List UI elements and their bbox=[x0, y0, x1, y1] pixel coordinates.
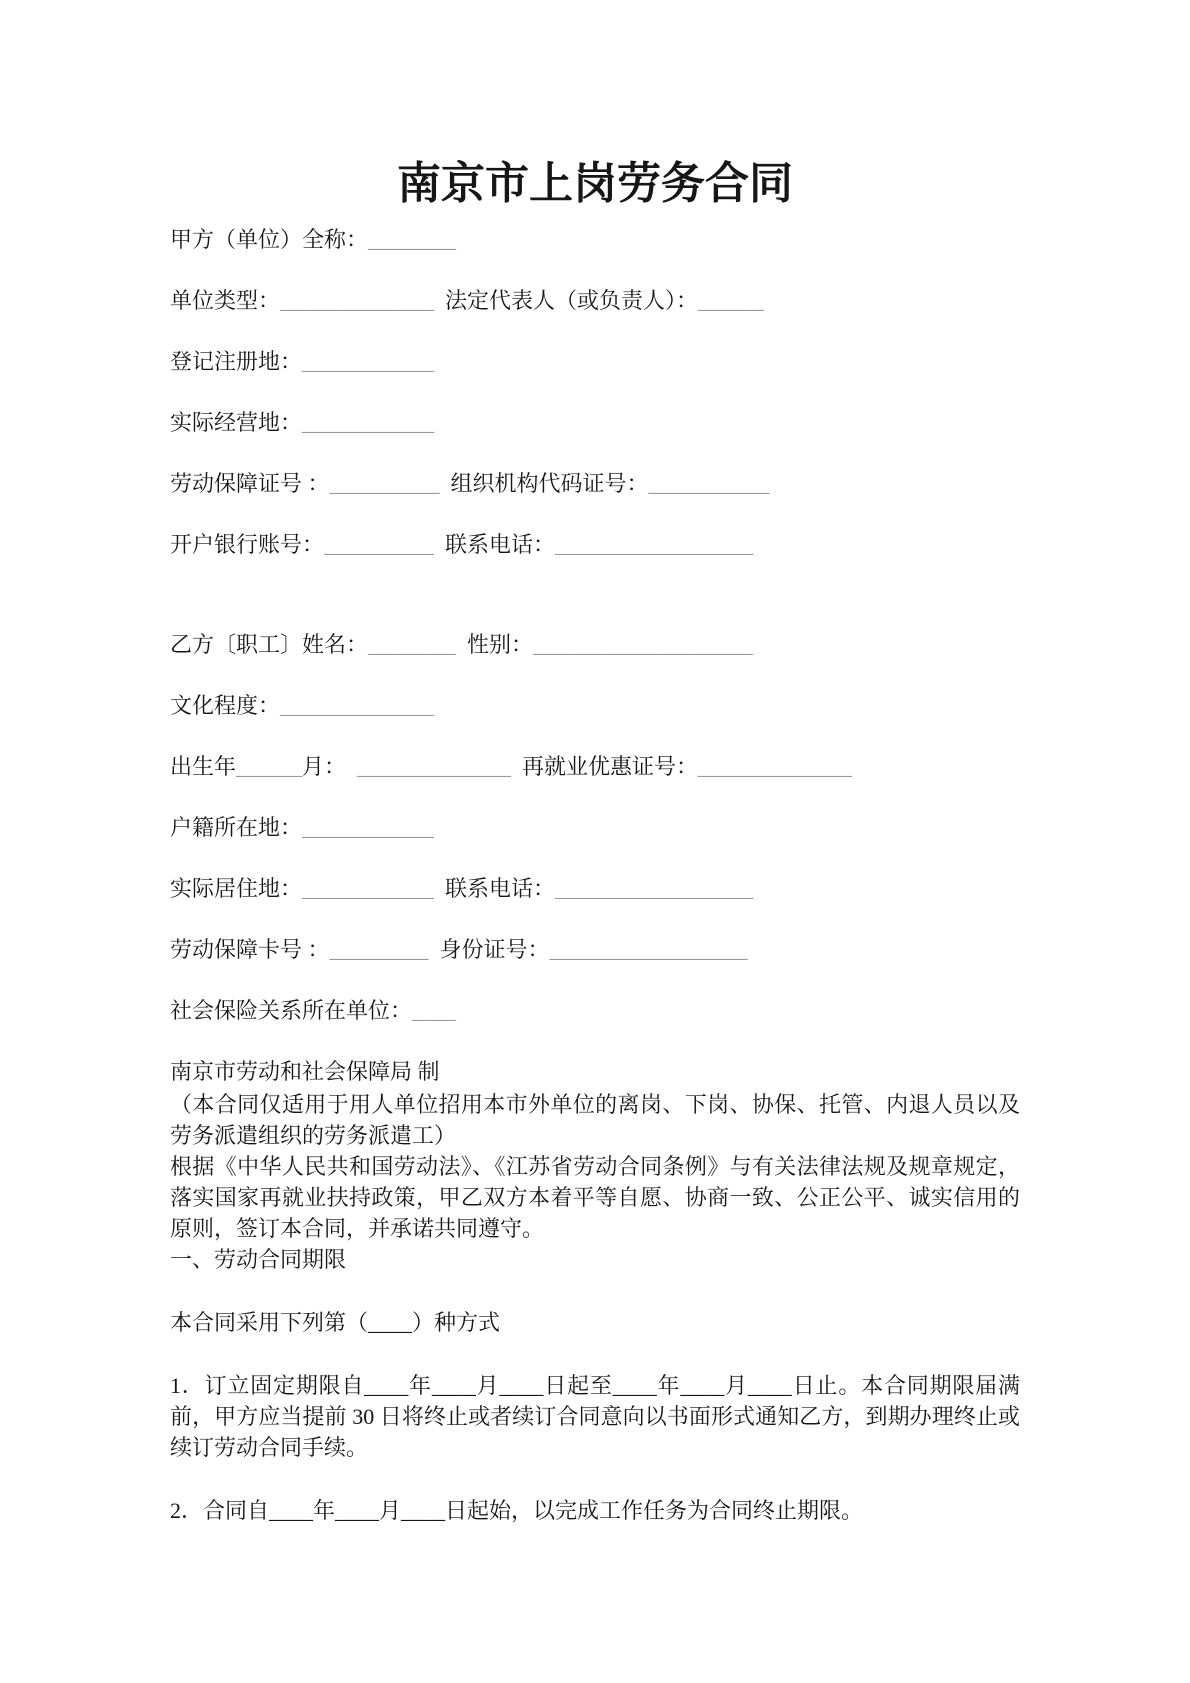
blank-field: ______________ bbox=[280, 693, 435, 718]
party-b-section bbox=[170, 629, 1020, 1026]
blank-field: ________ bbox=[368, 227, 457, 252]
field-label: 乙方〔职工〕姓名： bbox=[170, 632, 369, 657]
blank-field: ____________ bbox=[302, 876, 435, 901]
clause-term-2: 2．合同自____年____月____日起始，以完成工作任务为合同终止期限。 bbox=[170, 1498, 864, 1523]
blank-field: ________ bbox=[368, 632, 457, 657]
blank-field: ____________ bbox=[302, 349, 435, 374]
document-title: 南京市上岗劳务合同 bbox=[397, 159, 793, 208]
clause-term-method: 本合同采用下列第（____）种方式 bbox=[170, 1310, 501, 1335]
blank-field: ____ bbox=[412, 998, 457, 1023]
blank-field: ______________ bbox=[698, 754, 853, 779]
blank-field: __________________ bbox=[549, 937, 748, 962]
form-line bbox=[170, 812, 1020, 843]
blank-field: ______________ bbox=[357, 754, 512, 779]
field-label: 联系电话： bbox=[434, 876, 556, 901]
field-label: 劳动保障证号 ： bbox=[170, 471, 330, 496]
field-label: 劳动保障卡号 ： bbox=[170, 937, 330, 962]
form-line bbox=[170, 934, 1020, 965]
field-label: 组织机构代码证号： bbox=[439, 471, 649, 496]
contract-body-paragraphs bbox=[170, 1089, 1020, 1526]
field-label: 实际经营地： bbox=[170, 410, 303, 435]
blank-field: __________________ bbox=[555, 876, 754, 901]
issuer-line: 南京市劳动和社会保障局 制 bbox=[170, 1059, 440, 1084]
blank-field: ____________ bbox=[302, 815, 435, 840]
blank-field: _________ bbox=[329, 937, 429, 962]
form-line bbox=[170, 407, 1020, 438]
field-label: 社会保险关系所在单位： bbox=[170, 998, 413, 1023]
blank-field: __________ bbox=[324, 532, 435, 557]
blank-field: ______________ bbox=[280, 288, 435, 313]
field-label: 月： bbox=[302, 754, 358, 779]
blank-field: ___________ bbox=[648, 471, 770, 496]
clause-term-1: 1．订立固定期限自____年____月____日起至____年____月____日止。本合同期限届满前，甲方应当提前 30 日将终止或者续订合同意向以书面形式通知乙方，到期办理终止或续订劳动合同手续。 bbox=[170, 1373, 1020, 1460]
blank-field: __________________ bbox=[555, 532, 754, 557]
form-line bbox=[170, 224, 1020, 255]
section-heading-term: 一、劳动合同期限 bbox=[170, 1247, 347, 1272]
blank-field: ______ bbox=[698, 288, 765, 313]
section-gap bbox=[170, 590, 1020, 629]
form-line bbox=[170, 629, 1020, 660]
field-label: 文化程度： bbox=[170, 693, 281, 718]
field-label: 身份证号： bbox=[428, 937, 550, 962]
blank-field: ______ bbox=[236, 754, 303, 779]
preamble: 根据《中华人民共和国劳动法》、《江苏省劳动合同条例》与有关法律法规及规章规定，落实国家再就业扶持政策，甲乙双方本着平等自愿、协商一致、公正公平、诚实信用的原则，签订本合同，并承诺共同遵守。 bbox=[170, 1154, 1020, 1241]
blank-field: ____________________ bbox=[533, 632, 754, 657]
blank-field: __________ bbox=[329, 471, 440, 496]
form-line bbox=[170, 751, 1020, 782]
field-label: 甲方（单位）全称： bbox=[170, 227, 369, 252]
form-line bbox=[170, 285, 1020, 316]
field-label: 实际居住地： bbox=[170, 876, 303, 901]
form-line bbox=[170, 690, 1020, 721]
field-label: 性别： bbox=[456, 632, 534, 657]
field-label: 开户银行账号： bbox=[170, 532, 325, 557]
field-label: 单位类型： bbox=[170, 288, 281, 313]
field-label: 出生年 bbox=[170, 754, 237, 779]
field-label: 登记注册地： bbox=[170, 349, 303, 374]
field-label: 联系电话： bbox=[434, 532, 556, 557]
form-line bbox=[170, 346, 1020, 377]
scope-note: （本合同仅适用于用人单位招用本市外单位的离岗、下岗、协保、托管、内退人员以及劳务派遣组织的劳务派遣工） bbox=[170, 1092, 1020, 1148]
field-label: 再就业优惠证号： bbox=[511, 754, 699, 779]
form-line bbox=[170, 873, 1020, 904]
form-line bbox=[170, 995, 1020, 1026]
party-a-section bbox=[170, 224, 1020, 560]
field-label: 户籍所在地： bbox=[170, 815, 303, 840]
form-line bbox=[170, 529, 1020, 560]
field-label: 法定代表人（或负责人）： bbox=[434, 288, 699, 313]
form-line bbox=[170, 468, 1020, 499]
blank-field: ____________ bbox=[302, 410, 435, 435]
